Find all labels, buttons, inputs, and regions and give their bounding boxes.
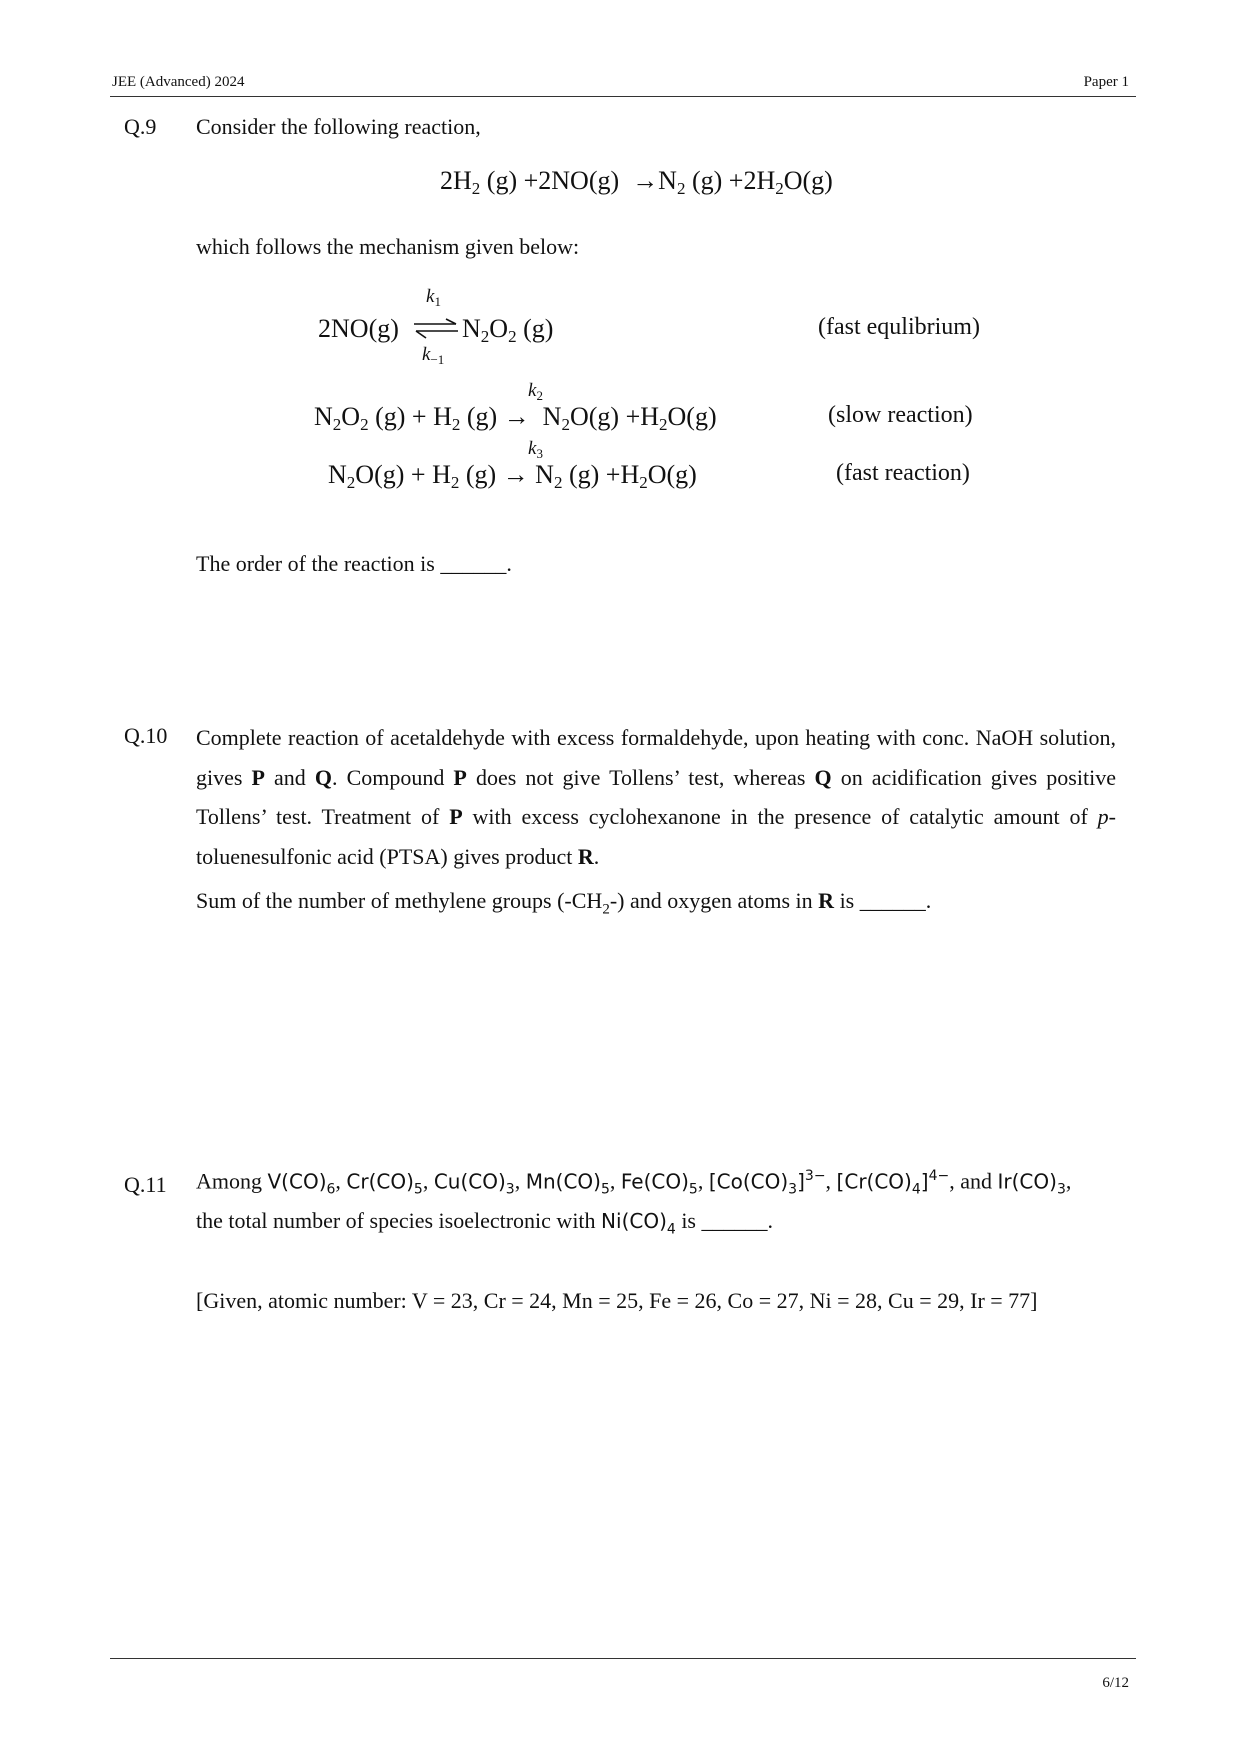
- question-number-10: Q.10: [124, 723, 168, 748]
- q9-step3-label: (fast reaction): [836, 460, 970, 486]
- question-number-11: Q.11: [124, 1172, 167, 1197]
- exam-title: JEE (Advanced) 2024: [112, 74, 245, 90]
- q9-step2-label: (slow reaction): [828, 402, 973, 428]
- question-number-9: Q.9: [124, 114, 157, 139]
- k1-label: $k_1$: [426, 286, 441, 309]
- footer-rule: [110, 1658, 1136, 1659]
- page-number: 6/12: [1102, 1675, 1129, 1691]
- paper-label: Paper 1: [1083, 74, 1129, 90]
- q10-text: Complete reaction of acetaldehyde with excess formaldehyde, upon heating with conc. NaOH solution, gives P and Q. Compound P does not give Tollens’ test, whereas Q on acidification gives positive Tollens’ test. Treatment of P with excess cyclohexanone in the presence of catalytic amount of p-toluenesulfonic acid (PTSA) gives product R.: [196, 725, 1116, 869]
- k-minus1-label: $k_{-1}$: [422, 344, 445, 367]
- equilibrium-arrow-icon: [412, 318, 460, 340]
- q9-intro: Consider the following reaction,: [196, 114, 481, 139]
- q11-given: [Given, atomic number: V = 23, Cr = 24, Mn = 25, Fe = 26, Co = 27, Ni = 28, Cu = 29, Ir = 77]: [196, 1288, 1038, 1313]
- q9-step1-rhs: $N_2O_2$ (g): [462, 314, 554, 346]
- q9-mechanism-intro: which follows the mechanism given below:: [196, 234, 580, 259]
- header-rule: [110, 96, 1136, 97]
- q9-step1-lhs: 2NO(g): [318, 314, 399, 343]
- k3-label: $k_3$: [528, 438, 543, 461]
- q11-line2: the total number of species isoelectronic with $Ni(CO)_4$ is ______.: [196, 1208, 773, 1238]
- q9-step2-equation: $N_2O_2$ $(g) + H_2$ $(g) \to N_2O(g) +H_2O(g)$: [314, 402, 717, 434]
- q9-overall-equation: $2H_2$ $(g) +2NO(g) \to N_2$ $(g) +2H_2O(g)$: [440, 166, 833, 198]
- q9-step3-equation: $N_2O(g) + H_2$ $(g) \to N_2$ $(g) +H_2O(g)$: [328, 460, 697, 492]
- q9-step1-label: (fast equlibrium): [818, 314, 980, 340]
- q11-line1: Among $V(CO)_6$, $Cr(CO)_5$, $Cu(CO)_3$, $Mn(CO)_5$, $Fe(CO)_5$, $[Co(CO)_3]^{3-}$, $[Cr(CO)_4]^{4-}$, and $Ir(CO)_3$,: [196, 1168, 1072, 1198]
- q10-question: Sum of the number of methylene groups $(-CH_2-)$ and oxygen atoms in R is ______.: [196, 888, 932, 918]
- k2-label: $k_2$: [528, 380, 543, 403]
- q9-question: The order of the reaction is ______.: [196, 551, 512, 576]
